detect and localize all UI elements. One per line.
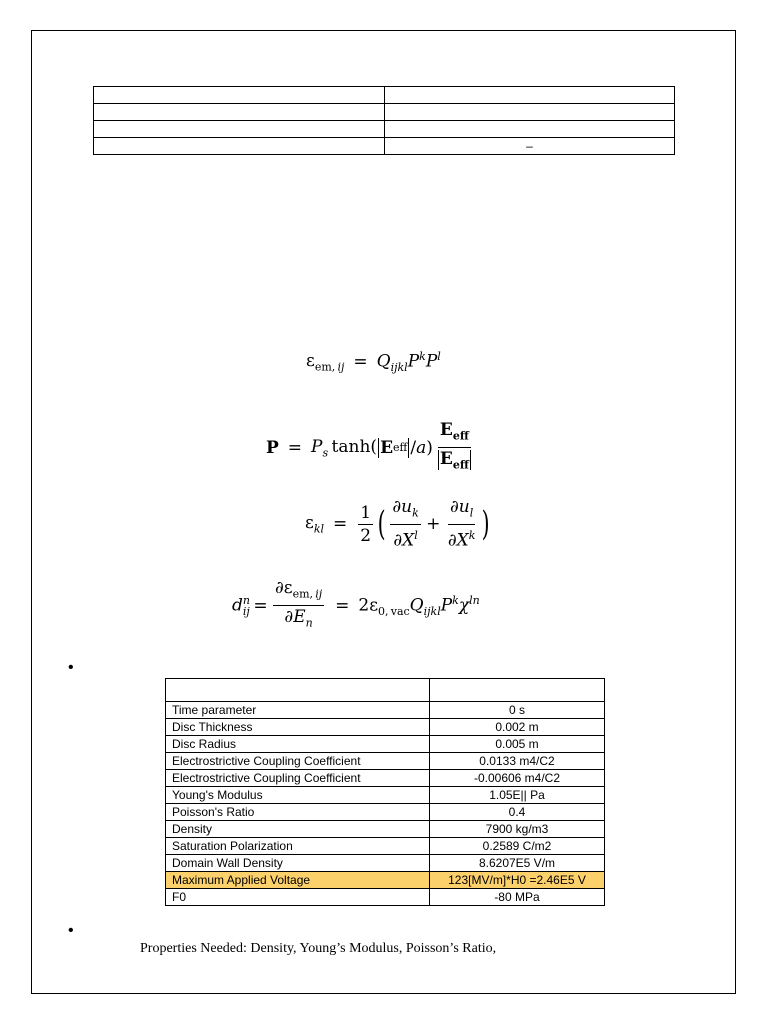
table-row [94, 121, 675, 138]
table-row [166, 821, 605, 838]
table-cell [94, 87, 385, 104]
table-row [166, 787, 605, 804]
property-name: Disc Radius [166, 736, 430, 753]
property-name: F0 [166, 889, 430, 906]
table-row-highlighted [166, 872, 605, 889]
table-header-row [166, 679, 605, 702]
property-name: Electrostrictive Coupling Coefficient [166, 770, 430, 787]
property-name: Saturation Polarization [166, 838, 430, 855]
table-row [166, 736, 605, 753]
property-value: 0.0133 m4/C2 [430, 753, 605, 770]
property-value: 123[MV/m]*H0 =2.46E5 V [430, 872, 605, 889]
table-row [166, 855, 605, 872]
table-row [166, 889, 605, 906]
property-name: Domain Wall Density [166, 855, 430, 872]
property-value: 1.05E|| Pa [430, 787, 605, 804]
table-header-cell [430, 679, 605, 702]
table-row [94, 138, 675, 155]
table-row [166, 804, 605, 821]
table-row [94, 104, 675, 121]
table-cell [385, 87, 675, 104]
property-name: Disc Thickness [166, 719, 430, 736]
equation-polarization: P = $P_s$ tanh( E eff /a) $\frac{E_{eff}}{E_{eff}}$ [266, 420, 469, 472]
table-row [166, 719, 605, 736]
properties-needed-text: Properties Needed: Density, Young’s Modulus, Poisson’s Ratio, [140, 941, 497, 956]
property-name: Maximum Applied Voltage [166, 872, 430, 889]
property-value: 0.005 m [430, 736, 605, 753]
table-cell [94, 138, 385, 155]
equation-piezo-coefficient: $d_{ij}^n$ = $\frac{\partial\varepsilon_{em, ij}}{\partial E_n}$ = $2\varepsilon_{0, vac}Q_{ijkl}P^k\chi^{ln}$ [232, 578, 480, 630]
table-row [166, 702, 605, 719]
table-row [166, 838, 605, 855]
property-value: 0.2589 C/m2 [430, 838, 605, 855]
top-table [93, 86, 675, 155]
table-cell [385, 104, 675, 121]
property-name: Time parameter [166, 702, 430, 719]
bullet: • [68, 922, 74, 939]
property-value: 0.4 [430, 804, 605, 821]
table-cell [94, 121, 385, 138]
table-cell [385, 121, 675, 138]
property-value: -0.00606 m4/C2 [430, 770, 605, 787]
equation-electrostrictive-strain: $\varepsilon_{em, ij}$ = $Q_{ijkl}P^kP^l$ [306, 350, 441, 375]
table-cell: – [385, 138, 675, 155]
property-name: Poisson's Ratio [166, 804, 430, 821]
table-row [94, 87, 675, 104]
bullet: • [68, 659, 74, 676]
property-value: -80 MPa [430, 889, 605, 906]
table-row [166, 753, 605, 770]
properties-table [165, 678, 605, 906]
property-value: 0 s [430, 702, 605, 719]
property-value: 0.002 m [430, 719, 605, 736]
table-cell [94, 104, 385, 121]
table-row [166, 770, 605, 787]
equation-strain: $\varepsilon_{kl}$ = $\frac{1}{2}$ ( $\frac{\partial u_k}{\partial X^l}$ + $\frac{\partial u_l}{\partial X^k}$ ) [305, 497, 491, 552]
property-name: Density [166, 821, 430, 838]
property-value: 8.6207E5 V/m [430, 855, 605, 872]
property-name: Young's Modulus [166, 787, 430, 804]
table-header-cell [166, 679, 430, 702]
property-value: 7900 kg/m3 [430, 821, 605, 838]
property-name: Electrostrictive Coupling Coefficient [166, 753, 430, 770]
